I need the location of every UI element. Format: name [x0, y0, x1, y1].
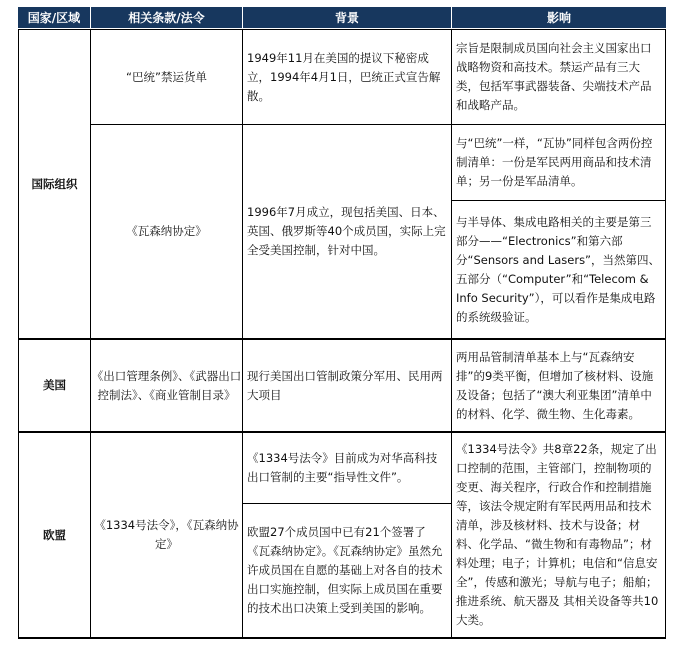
impact-wassenaar-lists: 与“巴统”一样，“瓦协”同样包含两份控制清单：一份是军民两用商品和技术清单；另一份是军品清单。: [456, 136, 653, 188]
impact-wassenaar-semiconductor: 与半导体、集成电路相关的主要是第三部分——“Electronics”和第六部分“Sensors and Lasers”，当然第四、五部分（“Computer”和“Telecom & Info Security”），可以看作是集成电路的系统级验证。: [456, 214, 661, 324]
impact-cocom: 宗旨是限制成员国向社会主义国家出口战略物资和高技术。禁运产品有三大类，包括军事武器装备、尖端技术产品和战略产品。: [456, 41, 652, 112]
header-impact: 影响: [452, 7, 666, 28]
clause-us: 《出口管理条例》、《武器出口控制法》、《商业管制目录》: [91, 368, 242, 402]
region-us: 美国: [43, 378, 66, 392]
impact-us: 两用品管制清单基本上与“瓦森纳安排”的9类平衡，但增加了核材料、设施及设备；包括了“澳大利亚集团”清单中的材料、化学、微生物、生化毒素。: [456, 349, 654, 421]
background-us: 现行美国出口管制政策分军用、民用两大项目: [247, 368, 443, 402]
header-background: 背景: [243, 7, 451, 28]
background-cocom: 1949年11月在美国的提议下秘密成立，1994年4月1日，巴统正式宣告解散。: [247, 50, 441, 103]
region-eu: 欧盟: [43, 527, 66, 542]
header-clause: 相关条款/法令: [91, 7, 242, 28]
border-bottom: [18, 637, 666, 639]
region-intl: 国际组织: [31, 176, 78, 191]
background-eu-1334: 《1334号法令》目前成为对华高科技出口管制的主要“指导性文件”。: [247, 451, 438, 484]
clause-wassenaar: 《瓦森纳协定》: [126, 224, 207, 238]
background-eu-wassenaar: 欧盟27个成员国中已有21个签署了《瓦森纳协定》。《瓦森纳协定》虽然允许成员国在自愿的基础上对各自的技术出口实施控制，但实际上成员国在重要的技术出口决策上受到美国的影响。: [247, 525, 443, 615]
clause-cocom: “巴统”禁运货单: [126, 69, 207, 84]
border-right: [665, 29, 666, 639]
clause-eu: 《1334号法令》，《瓦森纳协定》: [94, 518, 239, 551]
background-wassenaar: 1996年7月成立，现包括美国、日本、英国、俄罗斯等40个成员国，实际上完全受美国控制，针对中国。: [247, 205, 446, 257]
header-region: 国家/区域: [18, 7, 90, 28]
impact-eu: 《1334号法令》共8章22条，规定了出口控制的范围，主管部门，控制物项的变更、海关程序，行政合作和控制措施等，该法令规定附有军民两用品和技术清单，涉及核材料、技术与设备；材料、化学品、“微生物和有毒物品”；材料处理；电子；计算机；电信和“信息安全”，传感和激光；导航与电子；船舶；推进系统、航天器及 其相关设备等共10大类。: [456, 442, 659, 627]
